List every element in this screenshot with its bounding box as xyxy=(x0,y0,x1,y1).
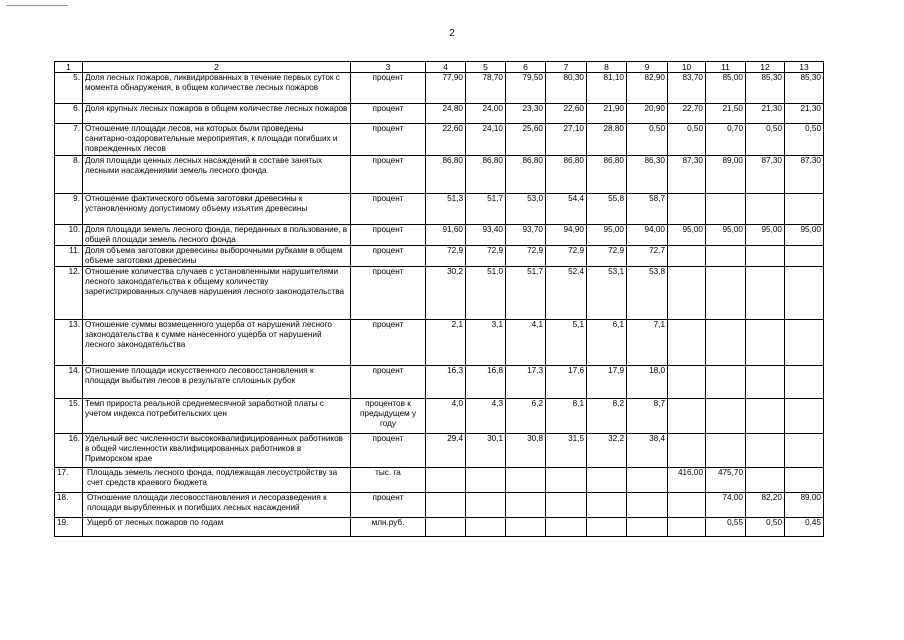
value-cell: 94,00 xyxy=(627,225,668,246)
indicator-name: Ущерб от лесных пожаров по годам xyxy=(83,518,351,537)
value-cell: 16,3 xyxy=(426,366,466,399)
unit-cell: млн.руб. xyxy=(351,518,426,537)
indicator-name: Площадь земель лесного фонда, подлежащая лесоустройству за счет средств краевого бюджета xyxy=(83,468,351,493)
value-cell: 4,0 xyxy=(426,399,466,434)
value-cell: 6,1 xyxy=(587,320,627,366)
value-cell xyxy=(546,468,587,493)
row-number: 17. xyxy=(55,468,83,493)
value-cell: 32,2 xyxy=(587,434,627,468)
value-cell: 72,9 xyxy=(587,246,627,267)
table-row xyxy=(55,267,824,320)
value-cell: 21,90 xyxy=(587,104,627,124)
value-cell: 5,1 xyxy=(546,320,587,366)
value-cell xyxy=(746,267,785,320)
column-header: 2 xyxy=(83,62,351,73)
value-cell: 0,50 xyxy=(746,124,785,156)
column-header: 5 xyxy=(466,62,506,73)
value-cell: 82,90 xyxy=(627,73,668,104)
unit-cell: процент xyxy=(351,320,426,366)
table-row xyxy=(55,73,824,104)
value-cell: 85,30 xyxy=(746,73,785,104)
table-row xyxy=(55,194,824,225)
header-row xyxy=(55,62,824,73)
value-cell: 51,7 xyxy=(506,267,546,320)
value-cell: 79,50 xyxy=(506,73,546,104)
table-row xyxy=(55,104,824,124)
value-cell: 54,4 xyxy=(546,194,587,225)
table-row xyxy=(55,124,824,156)
value-cell xyxy=(668,518,706,537)
value-cell xyxy=(706,434,746,468)
indicator-name: Отношение площади лесовосстановления и лесоразведения к площади вырубленных и погибших лесных насаждений xyxy=(83,493,351,518)
value-cell: 85,00 xyxy=(706,73,746,104)
value-cell xyxy=(426,493,466,518)
value-cell: 87,30 xyxy=(785,156,824,194)
unit-cell: процент xyxy=(351,194,426,225)
value-cell xyxy=(506,468,546,493)
unit-cell: процент xyxy=(351,493,426,518)
value-cell: 17,9 xyxy=(587,366,627,399)
row-number: 11. xyxy=(55,246,83,267)
value-cell: 0,55 xyxy=(706,518,746,537)
row-number: 5. xyxy=(55,73,83,104)
value-cell: 85,30 xyxy=(785,73,824,104)
value-cell: 4,3 xyxy=(466,399,506,434)
value-cell: 38,4 xyxy=(627,434,668,468)
value-cell: 24,80 xyxy=(426,104,466,124)
value-cell: 55,8 xyxy=(587,194,627,225)
indicator-name: Удельный вес численности высококвалифицированных работников в общей численности квалифицированных работников в Приморском крае xyxy=(83,434,351,468)
unit-cell: процент xyxy=(351,434,426,468)
unit-cell: процент xyxy=(351,124,426,156)
row-number: 19. xyxy=(55,518,83,537)
value-cell xyxy=(706,320,746,366)
unit-cell: процент xyxy=(351,104,426,124)
value-cell xyxy=(785,194,824,225)
value-cell: 22,70 xyxy=(668,104,706,124)
indicator-name: Темп прироста реальной среднемесячной заработной платы с учетом индекса потребительских цен xyxy=(83,399,351,434)
unit-cell: тыс. га xyxy=(351,468,426,493)
value-cell xyxy=(466,493,506,518)
value-cell xyxy=(668,267,706,320)
value-cell: 89,00 xyxy=(785,493,824,518)
column-header: 8 xyxy=(587,62,627,73)
value-cell: 72,7 xyxy=(627,246,668,267)
indicator-name: Доля лесных пожаров, ликвидированных в течение первых суток с момента обнаружения, в общем количестве лесных пожаров xyxy=(83,73,351,104)
value-cell: 86,30 xyxy=(627,156,668,194)
value-cell xyxy=(466,468,506,493)
table-row xyxy=(55,434,824,468)
value-cell xyxy=(785,366,824,399)
indicator-name: Доля площади ценных лесных насаждений в составе занятых лесными насаждениями земель лесного фонда xyxy=(83,156,351,194)
table-row xyxy=(55,468,824,493)
value-cell xyxy=(627,493,668,518)
value-cell: 17,3 xyxy=(506,366,546,399)
value-cell: 27,10 xyxy=(546,124,587,156)
table-row xyxy=(55,320,824,366)
row-number: 18. xyxy=(55,493,83,518)
value-cell xyxy=(426,518,466,537)
value-cell: 83,70 xyxy=(668,73,706,104)
value-cell: 0,50 xyxy=(785,124,824,156)
value-cell: 6,2 xyxy=(506,399,546,434)
value-cell: 16,8 xyxy=(466,366,506,399)
value-cell xyxy=(506,493,546,518)
value-cell xyxy=(785,246,824,267)
value-cell xyxy=(706,246,746,267)
value-cell: 0,50 xyxy=(627,124,668,156)
value-cell xyxy=(706,366,746,399)
value-cell xyxy=(746,468,785,493)
table-row xyxy=(55,366,824,399)
unit-cell: процент xyxy=(351,267,426,320)
value-cell: 30,1 xyxy=(466,434,506,468)
value-cell xyxy=(785,267,824,320)
value-cell xyxy=(746,320,785,366)
value-cell: 18,0 xyxy=(627,366,668,399)
value-cell xyxy=(426,468,466,493)
column-header: 1 xyxy=(55,62,83,73)
value-cell: 72,9 xyxy=(506,246,546,267)
row-number: 7. xyxy=(55,124,83,156)
unit-cell: процентов к предыдущем у году xyxy=(351,399,426,434)
unit-cell: процент xyxy=(351,246,426,267)
value-cell: 31,5 xyxy=(546,434,587,468)
value-cell: 95,00 xyxy=(785,225,824,246)
value-cell: 94,90 xyxy=(546,225,587,246)
row-number: 10. xyxy=(55,225,83,246)
value-cell xyxy=(746,366,785,399)
value-cell xyxy=(746,246,785,267)
value-cell: 72,9 xyxy=(466,246,506,267)
column-header: 7 xyxy=(546,62,587,73)
value-cell xyxy=(746,399,785,434)
value-cell: 8,2 xyxy=(587,399,627,434)
value-cell: 95,00 xyxy=(587,225,627,246)
value-cell xyxy=(746,434,785,468)
value-cell: 8,7 xyxy=(627,399,668,434)
indicator-name: Доля объема заготовки древесины выборочными рубками в общем объеме заготовки древесины xyxy=(83,246,351,267)
indicator-name: Отношение площади лесов, на которых были проведены санитарно-оздоровительные мероприятия, к площади погибших и поврежденных лесов xyxy=(83,124,351,156)
table-row xyxy=(55,493,824,518)
unit-cell: процент xyxy=(351,156,426,194)
column-header: 3 xyxy=(351,62,426,73)
value-cell xyxy=(587,518,627,537)
value-cell xyxy=(668,434,706,468)
value-cell: 74,00 xyxy=(706,493,746,518)
column-header: 6 xyxy=(506,62,546,73)
value-cell: 52,4 xyxy=(546,267,587,320)
table-row xyxy=(55,246,824,267)
value-cell xyxy=(546,493,587,518)
value-cell: 22,60 xyxy=(546,104,587,124)
value-cell: 86,80 xyxy=(546,156,587,194)
value-cell: 0,45 xyxy=(785,518,824,537)
value-cell: 86,80 xyxy=(466,156,506,194)
column-header: 10 xyxy=(668,62,706,73)
value-cell xyxy=(706,267,746,320)
value-cell: 53,8 xyxy=(627,267,668,320)
value-cell: 25,60 xyxy=(506,124,546,156)
indicator-name: Отношение площади искусственного лесовосстановления к площади выбытия лесов в результате сплошных рубок xyxy=(83,366,351,399)
value-cell: 51,0 xyxy=(466,267,506,320)
row-number: 14. xyxy=(55,366,83,399)
value-cell: 93,40 xyxy=(466,225,506,246)
value-cell xyxy=(627,468,668,493)
value-cell: 58,7 xyxy=(627,194,668,225)
row-number: 13. xyxy=(55,320,83,366)
value-cell: 95,00 xyxy=(706,225,746,246)
value-cell: 93,70 xyxy=(506,225,546,246)
page-number: 2 xyxy=(449,28,455,39)
value-cell: 20,90 xyxy=(627,104,668,124)
value-cell: 3,1 xyxy=(466,320,506,366)
indicator-name: Отношение фактического объема заготовки древесины к установленному допустимому объему изъятия древесины xyxy=(83,194,351,225)
value-cell: 51,7 xyxy=(466,194,506,225)
value-cell: 24,00 xyxy=(466,104,506,124)
value-cell xyxy=(706,399,746,434)
value-cell xyxy=(668,399,706,434)
indicator-name: Отношение суммы возмещенного ущерба от нарушений лесного законодательства к сумме нанесенного ущерба от нарушений лесного законодательства xyxy=(83,320,351,366)
value-cell xyxy=(746,194,785,225)
value-cell: 78,70 xyxy=(466,73,506,104)
value-cell xyxy=(785,399,824,434)
value-cell xyxy=(785,434,824,468)
row-number: 12. xyxy=(55,267,83,320)
value-cell: 0,70 xyxy=(706,124,746,156)
value-cell xyxy=(627,518,668,537)
column-header: 11 xyxy=(706,62,746,73)
value-cell: 7,1 xyxy=(627,320,668,366)
value-cell xyxy=(587,468,627,493)
value-cell: 82,20 xyxy=(746,493,785,518)
value-cell: 72,9 xyxy=(546,246,587,267)
unit-cell: процент xyxy=(351,366,426,399)
value-cell: 0,50 xyxy=(668,124,706,156)
value-cell: 416,00 xyxy=(668,468,706,493)
indicator-name: Доля площади земель лесного фонда, переданных в пользование, в общей площади земель лесного фонда xyxy=(83,225,351,246)
value-cell: 87,30 xyxy=(668,156,706,194)
table-row xyxy=(55,225,824,246)
table-row xyxy=(55,399,824,434)
value-cell: 80,30 xyxy=(546,73,587,104)
row-number: 6. xyxy=(55,104,83,124)
row-number: 15. xyxy=(55,399,83,434)
column-header: 4 xyxy=(426,62,466,73)
value-cell: 21,30 xyxy=(785,104,824,124)
value-cell: 53,0 xyxy=(506,194,546,225)
value-cell: 28,80 xyxy=(587,124,627,156)
value-cell: 29,4 xyxy=(426,434,466,468)
value-cell xyxy=(668,320,706,366)
row-number: 9. xyxy=(55,194,83,225)
value-cell: 30,2 xyxy=(426,267,466,320)
value-cell: 89,00 xyxy=(706,156,746,194)
value-cell: 86,80 xyxy=(426,156,466,194)
indicator-name: Отношение количества случаев с установленными нарушителями лесного законодательства к общему количеству зарегистрированных случаев нарушения лесного законодательства xyxy=(83,267,351,320)
value-cell: 21,30 xyxy=(746,104,785,124)
value-cell xyxy=(668,246,706,267)
value-cell: 2,1 xyxy=(426,320,466,366)
table-row xyxy=(55,156,824,194)
value-cell xyxy=(668,194,706,225)
value-cell xyxy=(785,320,824,366)
unit-cell: процент xyxy=(351,225,426,246)
value-cell xyxy=(466,518,506,537)
value-cell: 17,6 xyxy=(546,366,587,399)
value-cell: 30,8 xyxy=(506,434,546,468)
value-cell: 475,70 xyxy=(706,468,746,493)
value-cell xyxy=(668,493,706,518)
value-cell xyxy=(506,518,546,537)
unit-cell: процент xyxy=(351,73,426,104)
value-cell: 72,9 xyxy=(426,246,466,267)
value-cell: 53,1 xyxy=(587,267,627,320)
value-cell: 91,60 xyxy=(426,225,466,246)
value-cell: 86,80 xyxy=(506,156,546,194)
value-cell: 21,50 xyxy=(706,104,746,124)
column-header: 13 xyxy=(785,62,824,73)
value-cell: 95,00 xyxy=(746,225,785,246)
table-row xyxy=(55,518,824,537)
value-cell xyxy=(706,194,746,225)
value-cell: 0,50 xyxy=(746,518,785,537)
value-cell: 51,3 xyxy=(426,194,466,225)
value-cell: 24,10 xyxy=(466,124,506,156)
column-header: 12 xyxy=(746,62,785,73)
value-cell: 8,1 xyxy=(546,399,587,434)
value-cell xyxy=(668,366,706,399)
value-cell: 22,60 xyxy=(426,124,466,156)
indicator-name: Доля крупных лесных пожаров в общем количестве лесных пожаров xyxy=(83,104,351,124)
value-cell xyxy=(785,468,824,493)
value-cell: 95,00 xyxy=(668,225,706,246)
column-header: 9 xyxy=(627,62,668,73)
value-cell: 87,30 xyxy=(746,156,785,194)
value-cell: 23,30 xyxy=(506,104,546,124)
row-number: 16. xyxy=(55,434,83,468)
indicators-table xyxy=(54,61,824,537)
value-cell: 81,10 xyxy=(587,73,627,104)
value-cell xyxy=(587,493,627,518)
header-rule xyxy=(6,5,68,6)
value-cell: 4,1 xyxy=(506,320,546,366)
value-cell: 77,90 xyxy=(426,73,466,104)
value-cell xyxy=(546,518,587,537)
value-cell: 86,80 xyxy=(587,156,627,194)
row-number: 8. xyxy=(55,156,83,194)
